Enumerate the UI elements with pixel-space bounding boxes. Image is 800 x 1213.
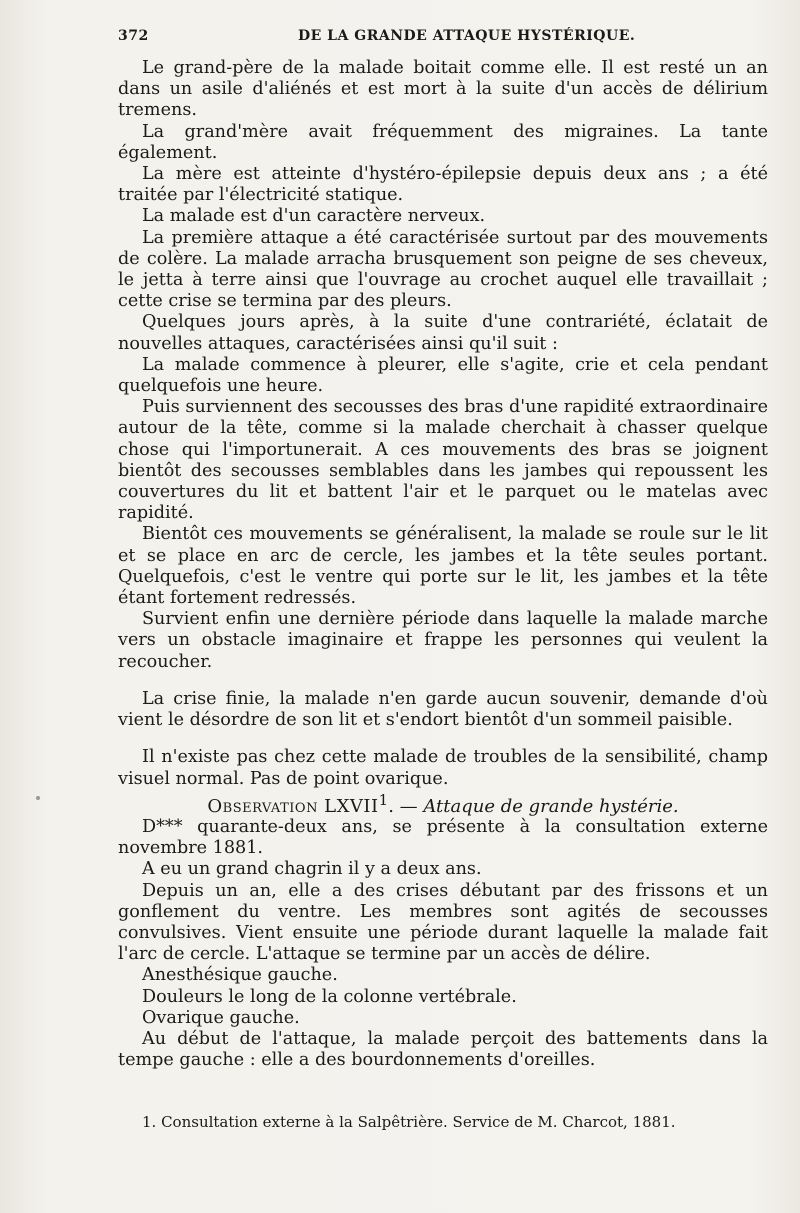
paragraph: Le grand-père de la malade boitait comme elle. Il est resté un an dans un asile d'aliénés et est mort à la suite d'un accès de délirium tremens. xyxy=(118,58,768,121)
case-paragraph: D*** quarante-deux ans, se présente à la consultation externe novembre 1881. xyxy=(118,816,768,859)
case-paragraph: Au début de l'attaque, la malade perçoit des battements dans la tempe gauche : elle a des bourdonnements d'oreilles. xyxy=(118,1028,768,1071)
paragraph: La malade commence à pleurer, elle s'agite, crie et cela pendant quelquefois une heure. xyxy=(118,354,768,397)
page-body xyxy=(118,58,768,1071)
paragraph: Quelques jours après, à la suite d'une contrariété, éclatait de nouvelles attaques, caractérisées ainsi qu'il suit : xyxy=(118,312,768,354)
running-title: DE LA GRANDE ATTAQUE HYSTÉRIQUE. xyxy=(298,28,636,44)
paragraph: Il n'existe pas chez cette malade de troubles de la sensibilité, champ visuel normal. Pas de point ovarique. xyxy=(118,747,768,789)
paragraph: La première attaque a été caractérisée surtout par des mouvements de colère. La malade arracha brusquement son peigne de ses cheveux, le jetta à terre ainsi que l'ouvrage au crochet auquel elle travaillait ; cette crise se termina par des pleurs. xyxy=(118,227,768,312)
observation-dash: . — xyxy=(388,795,424,817)
footnote: 1. Consultation externe à la Salpêtrière. Service de M. Charcot, 1881. xyxy=(142,1113,676,1131)
case-paragraph: A eu un grand chagrin il y a deux ans. xyxy=(142,859,482,880)
footnote-marker: 1 xyxy=(378,790,389,809)
paragraph: La grand'mère avait fréquemment des migraines. La tante également. xyxy=(118,121,768,163)
case-paragraph: Anesthésique gauche. xyxy=(142,965,338,986)
paragraph: La malade est d'un caractère nerveux. xyxy=(142,206,486,227)
paragraph: Puis surviennent des secousses des bras d'une rapidité extraordinaire autour de la tête, comme si la malade cherchait à chasser quelque chose qui l'importunerait. A ces mouvements des bras se joignent bientôt des secousses semblables dans les jambes qui repoussent les couvertures du lit et battent l'air et le parquet ou le matelas avec rapidité. xyxy=(118,397,768,524)
observation-subtitle: Attaque de grande hystérie. xyxy=(423,795,679,817)
case-paragraph: Depuis un an, elle a des crises débutant par des frissons et un gonflement du ventre. Les membres sont agités de secousses convulsives. Vient ensuite une période durant laquelle la malade fait l'arc de cercle. L'attaque se termine par un accès de délire. xyxy=(118,880,768,965)
paragraph: La mère est atteinte d'hystéro-épilepsie depuis deux ans ; a été traitée par l'électricité statique. xyxy=(118,164,768,206)
observation-label: Observation LXVII xyxy=(207,795,379,817)
page-number: 372 xyxy=(118,28,149,44)
paragraph: Bientôt ces mouvements se généralisent, la malade se roule sur le lit et se place en arc de cercle, les jambes et la tête seules portant. Quelquefois, c'est le ventre qui porte sur le lit, les jambes et la tête étant fortement redressés. xyxy=(118,524,768,609)
paragraph: La crise finie, la malade n'en garde aucun souvenir, demande d'où vient le désordre de son lit et s'endort bientôt d'un sommeil paisible. xyxy=(118,688,768,731)
case-paragraph: Douleurs le long de la colonne vertébrale. xyxy=(142,986,517,1007)
case-paragraph: Ovarique gauche. xyxy=(142,1007,300,1028)
observation-title xyxy=(118,790,768,817)
paragraph: Survient enfin une dernière période dans laquelle la malade marche vers un obstacle imaginaire et frappe les personnes qui veulent la recoucher. xyxy=(118,609,768,672)
margin-speck xyxy=(36,796,40,800)
